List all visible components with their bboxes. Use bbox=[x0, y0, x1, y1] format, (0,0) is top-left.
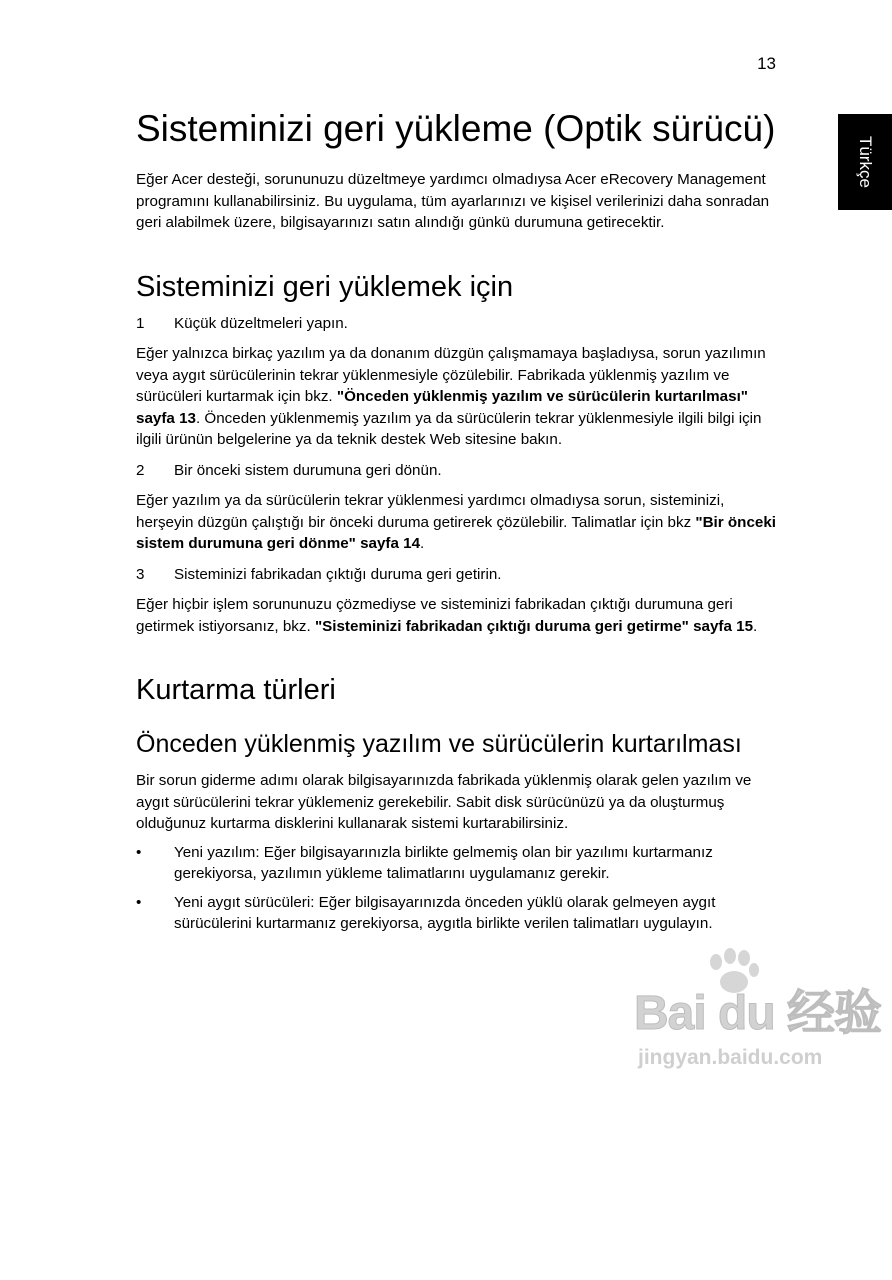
step-1-body: Eğer yalnızca birkaç yazılım ya da donanım düzgün çalışmamaya başladıysa, sorun yazılımın veya aygıt sürücülerinin tekrar yüklenmesiyle çözülebilir. Fabrikada yüklenmiş yazılım ve sürücüleri kurtarmak için bkz. "Önceden yüklenmiş yazılım ve sürücülerin kurtarılması" sayfa 13. Önceden yüklenmemiş yazılım ya da sürücülerin tekrar yüklenmesiyle ilgili bilgi için ilgili ürünün belgelerine ya da teknik destek Web sitesine bakın. bbox=[136, 345, 766, 448]
section-heading-recovery-types: Kurtarma türleri bbox=[136, 674, 336, 706]
bullet: • bbox=[136, 893, 142, 911]
page-number: 13 bbox=[757, 54, 776, 73]
watermark-logo: Bai du 经验 bbox=[634, 987, 882, 1040]
step-title: Sisteminizi fabrikadan çıktığı duruma geri getirin. bbox=[174, 565, 502, 583]
language-tab bbox=[838, 114, 892, 210]
document-content bbox=[136, 106, 778, 935]
cross-reference: "Sisteminizi fabrikadan çıktığı duruma geri getirme" sayfa 15 bbox=[314, 617, 754, 635]
step-1-title bbox=[136, 313, 778, 335]
bullet-text: Yeni yazılım: Eğer bilgisayarınızla birlikte gelmemiş olan bir yazılımı kurtarmanız gerekiyorsa, yazılımın yükleme talimatlarını uygulamanız gerekir. bbox=[174, 843, 713, 882]
cross-reference: "Önceden yüklenmiş yazılım ve sürücülerin kurtarılması" sayfa 13 bbox=[136, 388, 748, 427]
restore-steps bbox=[136, 313, 778, 638]
step-number: 2 bbox=[136, 461, 145, 479]
watermark-url: jingyan.baidu.com bbox=[638, 1046, 823, 1069]
step-3-title bbox=[136, 564, 778, 586]
step-title: Bir önceki sistem durumuna geri dönün. bbox=[174, 461, 442, 479]
step-3-body: Eğer hiçbir işlem sorununuzu çözmediyse ve sisteminizi fabrikadan çıktığı durumuna geri getirmek istiyorsanız, bkz. "Sisteminizi fabrikadan çıktığı duruma geri getirme" sayfa 15. bbox=[136, 596, 758, 635]
step-2-title bbox=[136, 460, 778, 482]
bullet-text: Yeni aygıt sürücüleri: Eğer bilgisayarınızda önceden yüklü olarak gelmeyen aygıt sürücülerini kurtarmanız gerekiyorsa, aygıtla birlikte verilen talimatları uygulayın. bbox=[174, 893, 716, 932]
subsection-heading: Önceden yüklenmiş yazılım ve sürücülerin kurtarılması bbox=[136, 730, 742, 758]
step-number: 3 bbox=[136, 565, 145, 583]
intro-paragraph: Eğer Acer desteği, sorununuzu düzeltmeye yardımcı olmadıysa Acer eRecovery Management programını kullanabilirsiniz. Bu uygulama, tüm ayarlarınızı ve kişisel verilerinizi daha sonradan geri alabilmek üzere, bilgisayarınızı satın alındığı günkü durumuna getirecektir. bbox=[136, 171, 770, 231]
recovery-paragraph: Bir sorun giderme adımı olarak bilgisayarınızda fabrikada yüklenmiş olarak gelen yazılım ve aygıt sürücülerini tekrar yüklemeniz gerekebilir. Sabit disk sürücünüzü ya da oluşturmuş olduğunuz kurtarma disklerini kullanarak sistemi kurtarabilirsiniz. bbox=[136, 772, 752, 832]
bullet-item bbox=[136, 892, 778, 935]
step-number: 1 bbox=[136, 314, 145, 332]
baidu-watermark bbox=[634, 948, 882, 1072]
step-title: Küçük düzeltmeleri yapın. bbox=[174, 314, 348, 332]
bullet: • bbox=[136, 843, 142, 861]
cross-reference: "Bir önceki sistem durumuna geri dönme" sayfa 14 bbox=[136, 513, 777, 552]
bullet-item bbox=[136, 842, 778, 885]
language-tab-label: Türkçe bbox=[856, 136, 875, 188]
step-2-body: Eğer yazılım ya da sürücülerin tekrar yüklenmesi yardımcı olmadıysa sorun, sisteminizi, herşeyin düzgün çalıştığı bir önceki duruma getirerek çözülebilir. Talimatlar için bkz "Bir önceki sistem durumuna geri dönme" sayfa 14. bbox=[136, 492, 777, 552]
section-heading-restore: Sisteminizi geri yüklemek için bbox=[136, 270, 514, 303]
page-title: Sisteminizi geri yükleme (Optik sürücü) bbox=[136, 108, 776, 149]
